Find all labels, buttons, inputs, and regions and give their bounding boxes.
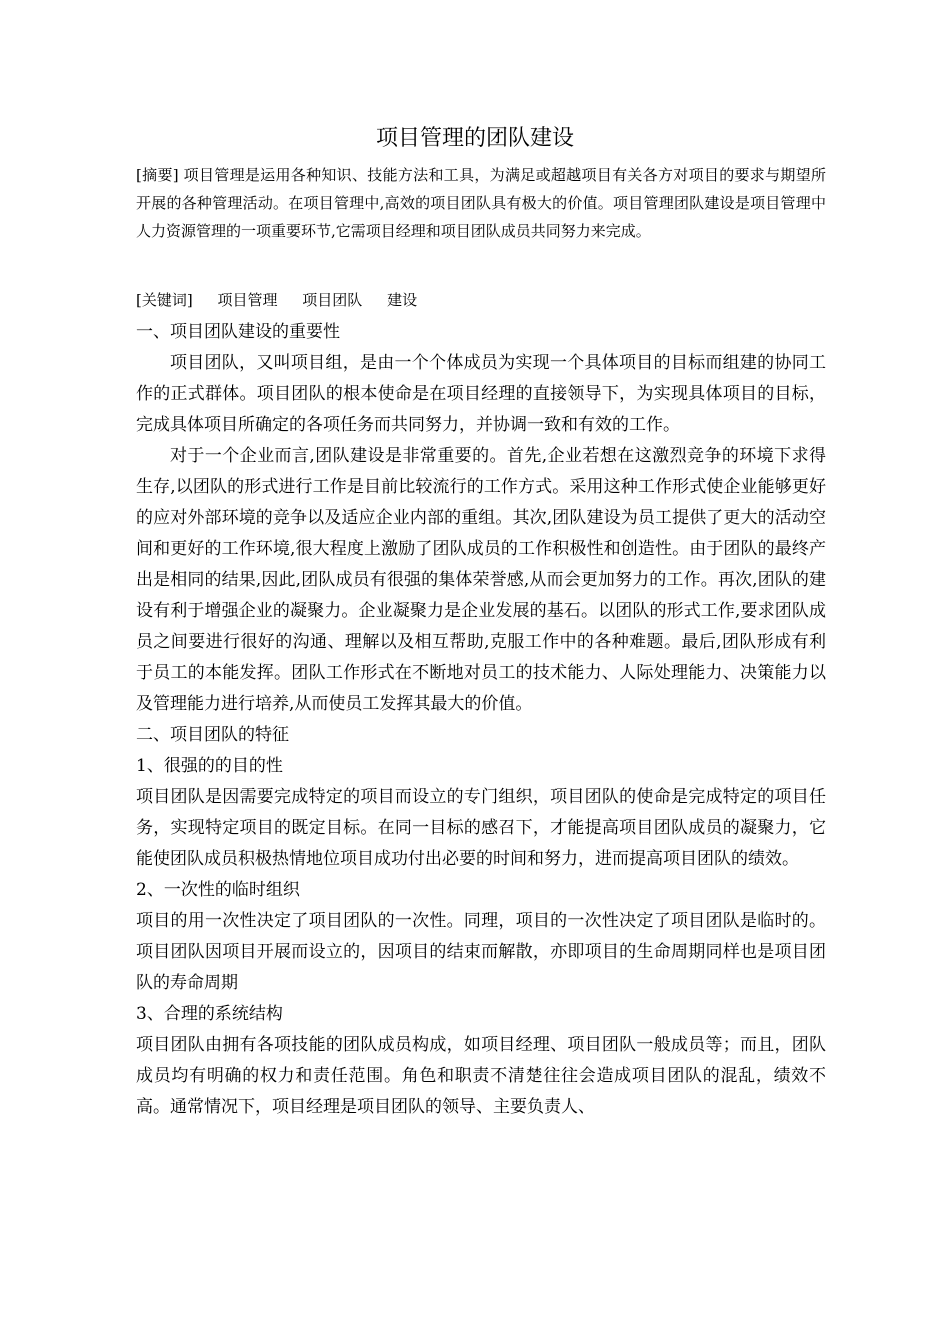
paragraph: 对于一个企业而言,团队建设是非常重要的。首先,企业若想在这激烈竞争的环境下求得生存,以团队的形式进行工作是目前比较流行的工作方式。采用这种工作形式使企业能够更好的应对外部环境的竞争以及适应企业内部的重组。其次,团队建设为员工提供了更大的活动空间和更好的工作环境,很大程度上激励了团队成员的工作积极性和创造性。由于团队的最终产出是相同的结果,因此,团队成员有很强的集体荣誉感,从而会更加努力的工作。再次,团队的建设有利于增强企业的凝聚力。企业凝聚力是企业发展的基石。以团队的形式工作,要求团队成员之间要进行很好的沟通、理解以及相互帮助,克服工作中的各种难题。最后,团队形成有利于员工的本能发挥。团队工作形式在不断地对员工的技术能力、人际处理能力、决策能力以及管理能力进行培养,从而使员工发挥其最大的价值。 [136, 446, 826, 714]
paragraph: 项目的用一次性决定了项目团队的一次性。同理，项目的一次性决定了项目团队是临时的。项目团队因项目开展而设立的，因项目的结束而解散，亦即项目的生命周期同样也是项目团队的寿命周期 [136, 911, 826, 993]
keyword: 项目管理 [217, 291, 278, 309]
paragraph: 项目团队是因需要完成特定的项目而设立的专门组织，项目团队的使命是完成特定的项目任务，实现特定项目的既定目标。在同一目标的感召下，才能提高项目团队成员的凝聚力，它能使团队成员积极热情地位项目成功付出必要的时间和努力，进而提高项目团队的绩效。 [136, 787, 826, 869]
keywords [136, 286, 826, 314]
keyword: 项目团队 [302, 291, 363, 309]
subsection-heading: 2、一次性的临时组织 [136, 880, 300, 900]
section-heading: 二、项目团队的特征 [136, 725, 289, 745]
abstract: [摘要] 项目管理是运用各种知识、技能方法和工具，为满足或超越项目有关各方对项目的要求与期望所开展的各种管理活动。在项目管理中,高效的项目团队具有极大的价值。项目管理团队建设是项目管理中人力资源管理的一项重要环节,它需项目经理和项目团队成员共同努力来完成。 [136, 166, 826, 240]
subsection-heading: 1、很强的的目的性 [136, 756, 283, 776]
document-title: 项目管理的团队建设 [375, 126, 574, 151]
paragraph: 项目团队，又叫项目组，是由一个个体成员为实现一个具体项目的目标而组建的协同工作的正式群体。项目团队的根本使命是在项目经理的直接领导下，为实现具体项目的目标，完成具体项目所确定的各项任务而共同努力，并协调一致和有效的工作。 [136, 353, 826, 435]
subsection-heading: 3、合理的系统结构 [136, 1004, 283, 1024]
keywords-label: [关键词] [136, 291, 193, 309]
paragraph: 项目团队由拥有各项技能的团队成员构成，如项目经理、项目团队一般成员等；而且，团队成员均有明确的权力和责任范围。角色和职责不清楚往往会造成项目团队的混乱，绩效不高。通常情况下，项目经理是项目团队的领导、主要负责人、 [136, 1035, 826, 1117]
document-body [136, 317, 826, 1123]
section-heading: 一、项目团队建设的重要性 [136, 322, 340, 342]
keyword: 建设 [387, 291, 418, 309]
